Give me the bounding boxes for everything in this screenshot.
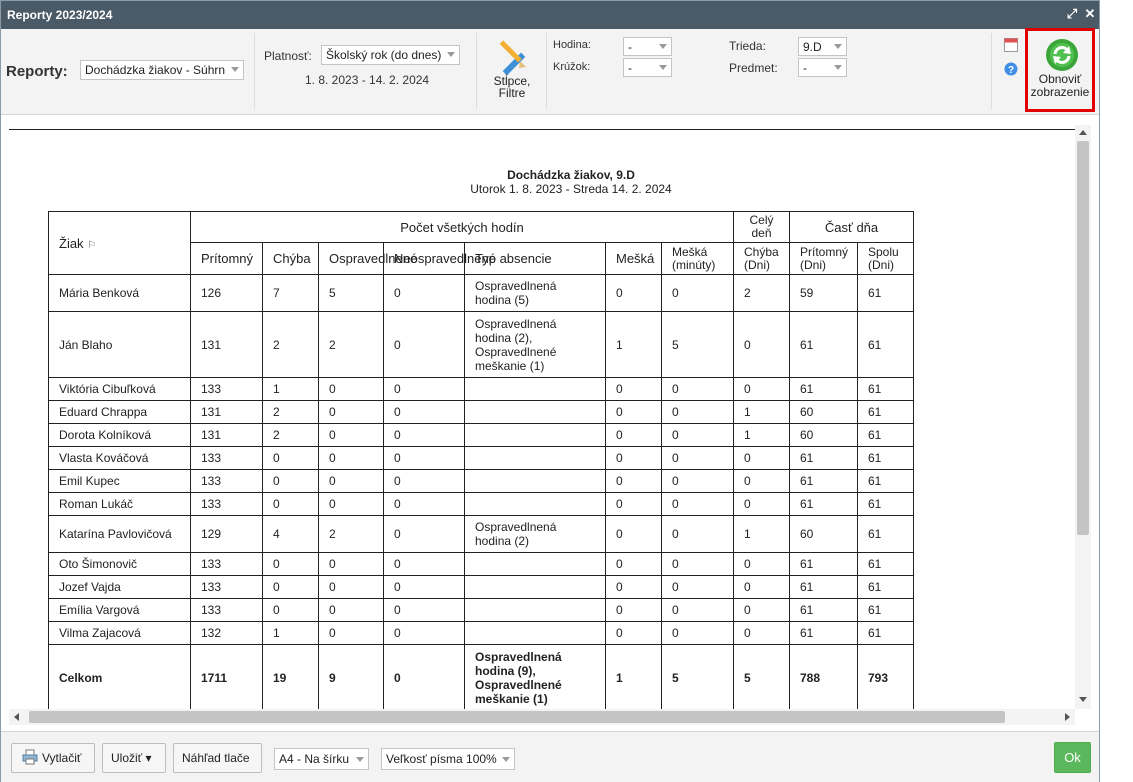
absence-type-cell xyxy=(465,424,606,447)
cell-late: 0 xyxy=(606,576,662,599)
vertical-scrollbar[interactable] xyxy=(1075,125,1091,709)
cell-missing: 19 xyxy=(263,645,319,711)
cell-late: 0 xyxy=(606,622,662,645)
cell-missing-days: 1 xyxy=(734,401,790,424)
club-label: Krúžok: xyxy=(553,61,591,73)
cell-present-days: 60 xyxy=(790,424,858,447)
cell-late: 0 xyxy=(606,470,662,493)
header-present-days-2: (Dni) xyxy=(800,257,826,272)
cell-late-min: 0 xyxy=(662,622,734,645)
cell-late-min: 0 xyxy=(662,378,734,401)
hour-label: Hodina: xyxy=(553,39,591,51)
absence-type-line: hodina (9), xyxy=(475,663,536,678)
cell-late-min: 0 xyxy=(662,576,734,599)
student-name: Emília Vargová xyxy=(49,599,191,622)
cell-total-days: 61 xyxy=(858,424,914,447)
cell-late-min: 0 xyxy=(662,470,734,493)
absence-type-cell xyxy=(465,378,606,401)
cell-late-min: 0 xyxy=(662,493,734,516)
divider xyxy=(991,33,992,109)
cell-missing: 0 xyxy=(263,493,319,516)
header-excused: Ospravedlnené xyxy=(319,243,384,275)
header-late-minutes xyxy=(662,243,734,275)
absence-type-line: Ospravedlnené xyxy=(475,344,557,359)
table-row xyxy=(49,599,914,622)
absence-type-line: hodina (2), xyxy=(475,330,533,345)
absence-type-line: Ospravedlnená xyxy=(475,520,557,534)
cell-excused: 0 xyxy=(319,599,384,622)
class-value: 9.D xyxy=(803,40,822,54)
print-label: Vytlačiť xyxy=(42,751,82,765)
cell-present-days: 60 xyxy=(790,401,858,424)
cell-missing: 2 xyxy=(263,424,319,447)
refresh-view-button[interactable] xyxy=(1025,28,1095,112)
cell-late-min: 5 xyxy=(662,312,734,378)
table-row xyxy=(49,576,914,599)
header-total-days-1: Spolu xyxy=(868,244,899,259)
absence-type-line: meškanie (1) xyxy=(475,358,545,373)
cell-present-days: 61 xyxy=(790,447,858,470)
horizontal-scrollbar[interactable] xyxy=(9,709,1075,725)
cell-missing-days: 0 xyxy=(734,622,790,645)
cell-present: 126 xyxy=(191,275,263,312)
cell-missing: 0 xyxy=(263,576,319,599)
cell-late-min: 0 xyxy=(662,401,734,424)
cell-unexcused: 0 xyxy=(384,553,465,576)
calendar-icon[interactable] xyxy=(1004,38,1018,52)
absence-type-cell xyxy=(465,553,606,576)
cell-late-min: 0 xyxy=(662,424,734,447)
report-top-rule xyxy=(9,129,1075,130)
cell-present-days: 788 xyxy=(790,645,858,711)
absence-type-line: hodina (2) xyxy=(475,534,530,548)
table-row xyxy=(49,622,914,645)
cell-present: 133 xyxy=(191,576,263,599)
scroll-down-icon[interactable] xyxy=(1079,697,1087,702)
cell-excused: 0 xyxy=(319,553,384,576)
header-unexcused: Neospravedlnené xyxy=(384,243,465,275)
cell-missing-days: 0 xyxy=(734,312,790,378)
cell-late-min: 0 xyxy=(662,553,734,576)
header-present-days-1: Prítomný xyxy=(800,244,849,259)
cell-excused: 0 xyxy=(319,576,384,599)
cell-present: 131 xyxy=(191,424,263,447)
header-missing-days xyxy=(734,243,790,275)
print-button[interactable] xyxy=(11,743,95,773)
cell-present-days: 61 xyxy=(790,470,858,493)
header-late-minutes-1: Mešká xyxy=(672,244,708,259)
cell-unexcused: 0 xyxy=(384,622,465,645)
restore-icon[interactable]: ⤢ xyxy=(1066,6,1078,21)
header-all-hours: Počet všetkých hodín xyxy=(191,212,734,243)
validity-range: 1. 8. 2023 - 14. 2. 2024 xyxy=(305,73,430,87)
columns-filters-label-1: Stĺpce, xyxy=(493,74,531,88)
cell-missing: 4 xyxy=(263,516,319,553)
hour-value: - xyxy=(628,40,632,54)
cell-present: 133 xyxy=(191,493,263,516)
cell-late: 1 xyxy=(606,645,662,711)
cell-present: 132 xyxy=(191,622,263,645)
absence-type-cell xyxy=(465,645,606,711)
student-name: Emil Kupec xyxy=(49,470,191,493)
divider xyxy=(546,33,547,109)
cell-present: 133 xyxy=(191,378,263,401)
cell-missing-days: 0 xyxy=(734,470,790,493)
sort-flag-icon[interactable]: ⚐ xyxy=(87,239,97,251)
cell-present-days: 61 xyxy=(790,493,858,516)
cell-excused: 0 xyxy=(319,447,384,470)
student-name: Jozef Vajda xyxy=(49,576,191,599)
cell-present-days: 61 xyxy=(790,599,858,622)
absence-type-cell xyxy=(465,576,606,599)
cell-total-days: 61 xyxy=(858,447,914,470)
cell-missing-days: 0 xyxy=(734,553,790,576)
scroll-up-icon[interactable] xyxy=(1079,130,1087,135)
report-subtitle: Utorok 1. 8. 2023 - Streda 14. 2. 2024 xyxy=(470,182,672,196)
absence-type-line: hodina (5) xyxy=(475,293,530,307)
header-student-label: Žiak xyxy=(59,235,84,251)
cell-excused: 0 xyxy=(319,401,384,424)
attendance-table xyxy=(48,211,914,711)
cell-missing-days: 1 xyxy=(734,516,790,553)
cell-late: 0 xyxy=(606,378,662,401)
cell-missing-days: 0 xyxy=(734,447,790,470)
cell-unexcused: 0 xyxy=(384,599,465,622)
validity-value: Školský rok (do dnes) xyxy=(326,48,442,62)
cell-present-days: 61 xyxy=(790,553,858,576)
absence-type-line: Ospravedlnená xyxy=(475,279,557,293)
pencil-ruler-icon xyxy=(495,37,529,71)
cell-late: 0 xyxy=(606,553,662,576)
cell-unexcused: 0 xyxy=(384,378,465,401)
cell-excused: 0 xyxy=(319,493,384,516)
cell-present-days: 59 xyxy=(790,275,858,312)
report-type-select[interactable] xyxy=(80,60,244,80)
font-size-select[interactable] xyxy=(381,748,515,770)
header-full-day-2: deň xyxy=(751,226,772,240)
cell-late: 0 xyxy=(606,275,662,312)
cell-total-days: 61 xyxy=(858,378,914,401)
cell-total-days: 61 xyxy=(858,599,914,622)
header-total-days xyxy=(858,243,914,275)
student-name: Dorota Kolníková xyxy=(49,424,191,447)
student-name: Katarína Pavlovičová xyxy=(49,516,191,553)
validity-label: Platnosť: xyxy=(264,49,312,63)
header-part-day: Časť dňa xyxy=(790,212,914,243)
vertical-scroll-thumb[interactable] xyxy=(1077,141,1089,535)
reports-label: Reporty: xyxy=(6,63,68,80)
report-viewport[interactable] xyxy=(9,125,1075,709)
student-name: Eduard Chrappa xyxy=(49,401,191,424)
cell-total-days: 61 xyxy=(858,275,914,312)
header-absence-type: Typ absencie xyxy=(465,243,606,275)
absence-type-cell xyxy=(465,275,606,312)
cell-total-days: 61 xyxy=(858,470,914,493)
header-missing-days-1: Chýba xyxy=(744,244,779,259)
save-button[interactable]: Uložiť ▾ xyxy=(102,743,166,773)
subject-value: - xyxy=(803,61,807,75)
table-row xyxy=(49,378,914,401)
student-name: Ján Blaho xyxy=(49,312,191,378)
table-row xyxy=(49,516,914,553)
cell-missing-days: 1 xyxy=(734,424,790,447)
cell-excused: 5 xyxy=(319,275,384,312)
cell-unexcused: 0 xyxy=(384,493,465,516)
student-name: Vilma Zajacová xyxy=(49,622,191,645)
cell-unexcused: 0 xyxy=(384,424,465,447)
cell-late: 0 xyxy=(606,424,662,447)
close-icon[interactable]: ✕ xyxy=(1084,6,1096,21)
absence-type-cell xyxy=(465,470,606,493)
columns-filters-label-2: Filtre xyxy=(498,86,526,100)
refresh-icon xyxy=(1045,38,1079,72)
footer-bar xyxy=(1,731,1099,782)
cell-excused: 9 xyxy=(319,645,384,711)
cell-late-min: 0 xyxy=(662,599,734,622)
cell-unexcused: 0 xyxy=(384,645,465,711)
cell-missing-days: 0 xyxy=(734,576,790,599)
absence-type-line: Ospravedlnená xyxy=(475,649,562,664)
cell-late: 0 xyxy=(606,516,662,553)
table-body xyxy=(49,275,914,711)
subject-select[interactable] xyxy=(798,58,847,77)
cell-present: 133 xyxy=(191,447,263,470)
cell-late-min: 5 xyxy=(662,645,734,711)
cell-unexcused: 0 xyxy=(384,576,465,599)
student-name: Viktória Cibuľková xyxy=(49,378,191,401)
cell-missing: 1 xyxy=(263,378,319,401)
header-student[interactable] xyxy=(49,212,191,275)
cell-unexcused: 0 xyxy=(384,516,465,553)
absence-type-cell xyxy=(465,493,606,516)
cell-present: 1711 xyxy=(191,645,263,711)
cell-present: 131 xyxy=(191,312,263,378)
cell-missing-days: 0 xyxy=(734,599,790,622)
cell-present: 133 xyxy=(191,553,263,576)
cell-total-days: 61 xyxy=(858,516,914,553)
header-missing-days-2: (Dni) xyxy=(744,257,770,272)
cell-present-days: 60 xyxy=(790,516,858,553)
absence-type-cell xyxy=(465,622,606,645)
header-missing: Chýba xyxy=(263,243,319,275)
cell-unexcused: 0 xyxy=(384,470,465,493)
cell-excused: 0 xyxy=(319,424,384,447)
svg-text:?: ? xyxy=(1007,65,1015,76)
student-name: Celkom xyxy=(49,645,191,711)
cell-total-days: 61 xyxy=(858,622,914,645)
cell-missing: 0 xyxy=(263,470,319,493)
header-late-minutes-2: (minúty) xyxy=(672,257,716,272)
divider xyxy=(254,33,255,109)
student-name: Mária Benková xyxy=(49,275,191,312)
cell-unexcused: 0 xyxy=(384,447,465,470)
cell-excused: 0 xyxy=(319,378,384,401)
absence-type-line: Ospravedlnené xyxy=(475,677,562,692)
cell-total-days: 61 xyxy=(858,312,914,378)
club-value: - xyxy=(628,61,632,75)
cell-late: 0 xyxy=(606,493,662,516)
cell-total-days: 61 xyxy=(858,576,914,599)
cell-unexcused: 0 xyxy=(384,312,465,378)
cell-late: 0 xyxy=(606,401,662,424)
cell-present: 129 xyxy=(191,516,263,553)
class-select[interactable] xyxy=(798,37,847,56)
cell-late-min: 0 xyxy=(662,447,734,470)
absence-type-cell xyxy=(465,516,606,553)
cell-missing: 0 xyxy=(263,599,319,622)
table-row xyxy=(49,312,914,378)
cell-missing-days: 0 xyxy=(734,493,790,516)
cell-total-days: 793 xyxy=(858,645,914,711)
scroll-left-icon[interactable] xyxy=(14,713,19,721)
student-name: Oto Šimonovič xyxy=(49,553,191,576)
cell-total-days: 61 xyxy=(858,553,914,576)
cell-missing-days: 2 xyxy=(734,275,790,312)
header-present: Prítomný xyxy=(191,243,263,275)
cell-late: 0 xyxy=(606,447,662,470)
header-present-days xyxy=(790,243,858,275)
cell-present-days: 61 xyxy=(790,312,858,378)
header-full-day-1: Celý xyxy=(749,213,774,227)
cell-excused: 0 xyxy=(319,622,384,645)
cell-present: 133 xyxy=(191,599,263,622)
table-row xyxy=(49,447,914,470)
absence-type-cell xyxy=(465,312,606,378)
table-row xyxy=(49,424,914,447)
cell-missing: 1 xyxy=(263,622,319,645)
absence-type-cell xyxy=(465,599,606,622)
refresh-label-2: zobrazenie xyxy=(1030,85,1090,99)
table-row xyxy=(49,553,914,576)
absence-type-line: Ospravedlnená xyxy=(475,316,557,331)
toolbar xyxy=(1,29,1099,115)
header-full-day xyxy=(734,212,790,243)
table-row xyxy=(49,493,914,516)
paper-format-select[interactable] xyxy=(274,748,369,770)
cell-present-days: 61 xyxy=(790,622,858,645)
cell-missing-days: 5 xyxy=(734,645,790,711)
cell-present-days: 61 xyxy=(790,576,858,599)
refresh-label-1: Obnoviť xyxy=(1038,72,1082,86)
cell-excused: 0 xyxy=(319,470,384,493)
columns-filters-button[interactable] xyxy=(487,37,537,109)
divider xyxy=(476,33,477,109)
class-label: Trieda: xyxy=(729,39,766,53)
cell-unexcused: 0 xyxy=(384,401,465,424)
cell-present-days: 61 xyxy=(790,378,858,401)
cell-late-min: 0 xyxy=(662,275,734,312)
subject-label: Predmet: xyxy=(729,61,778,75)
absence-type-cell xyxy=(465,447,606,470)
horizontal-scroll-thumb[interactable] xyxy=(29,711,1005,723)
font-size-value: Veľkosť písma 100% xyxy=(386,752,497,766)
cell-excused: 2 xyxy=(319,516,384,553)
cell-late-min: 0 xyxy=(662,516,734,553)
validity-select[interactable] xyxy=(321,45,460,65)
club-select[interactable] xyxy=(623,58,672,77)
absence-type-line: meškanie (1) xyxy=(475,691,548,706)
help-icon[interactable] xyxy=(1004,62,1018,76)
cell-total-days: 61 xyxy=(858,401,914,424)
table-row xyxy=(49,401,914,424)
cell-present: 131 xyxy=(191,401,263,424)
paper-format-value: A4 - Na šírku xyxy=(279,752,350,766)
header-late: Mešká xyxy=(606,243,662,275)
report-title: Dochádzka žiakov, 9.D xyxy=(507,168,635,182)
student-name: Vlasta Kováčová xyxy=(49,447,191,470)
cell-missing: 2 xyxy=(263,401,319,424)
printer-icon xyxy=(22,749,38,765)
cell-missing: 0 xyxy=(263,447,319,470)
student-name: Roman Lukáč xyxy=(49,493,191,516)
cell-missing-days: 0 xyxy=(734,378,790,401)
header-total-days-2: (Dni) xyxy=(868,257,894,272)
cell-late: 1 xyxy=(606,312,662,378)
cell-late: 0 xyxy=(606,599,662,622)
cell-present: 133 xyxy=(191,470,263,493)
hour-select[interactable] xyxy=(623,37,672,56)
table-total-row xyxy=(49,645,914,711)
cell-unexcused: 0 xyxy=(384,275,465,312)
ok-button[interactable]: Ok xyxy=(1054,742,1091,773)
cell-total-days: 61 xyxy=(858,493,914,516)
absence-type-cell xyxy=(465,401,606,424)
table-row xyxy=(49,470,914,493)
title-bar xyxy=(1,1,1099,29)
print-preview-button[interactable]: Náhľad tlače xyxy=(173,743,262,773)
cell-excused: 2 xyxy=(319,312,384,378)
scroll-right-icon[interactable] xyxy=(1065,713,1070,721)
window-title: Reporty 2023/2024 xyxy=(7,8,113,22)
cell-missing: 7 xyxy=(263,275,319,312)
cell-missing: 0 xyxy=(263,553,319,576)
table-row xyxy=(49,275,914,312)
cell-missing: 2 xyxy=(263,312,319,378)
report-type-value: Dochádzka žiakov - Súhrn xyxy=(85,63,226,77)
